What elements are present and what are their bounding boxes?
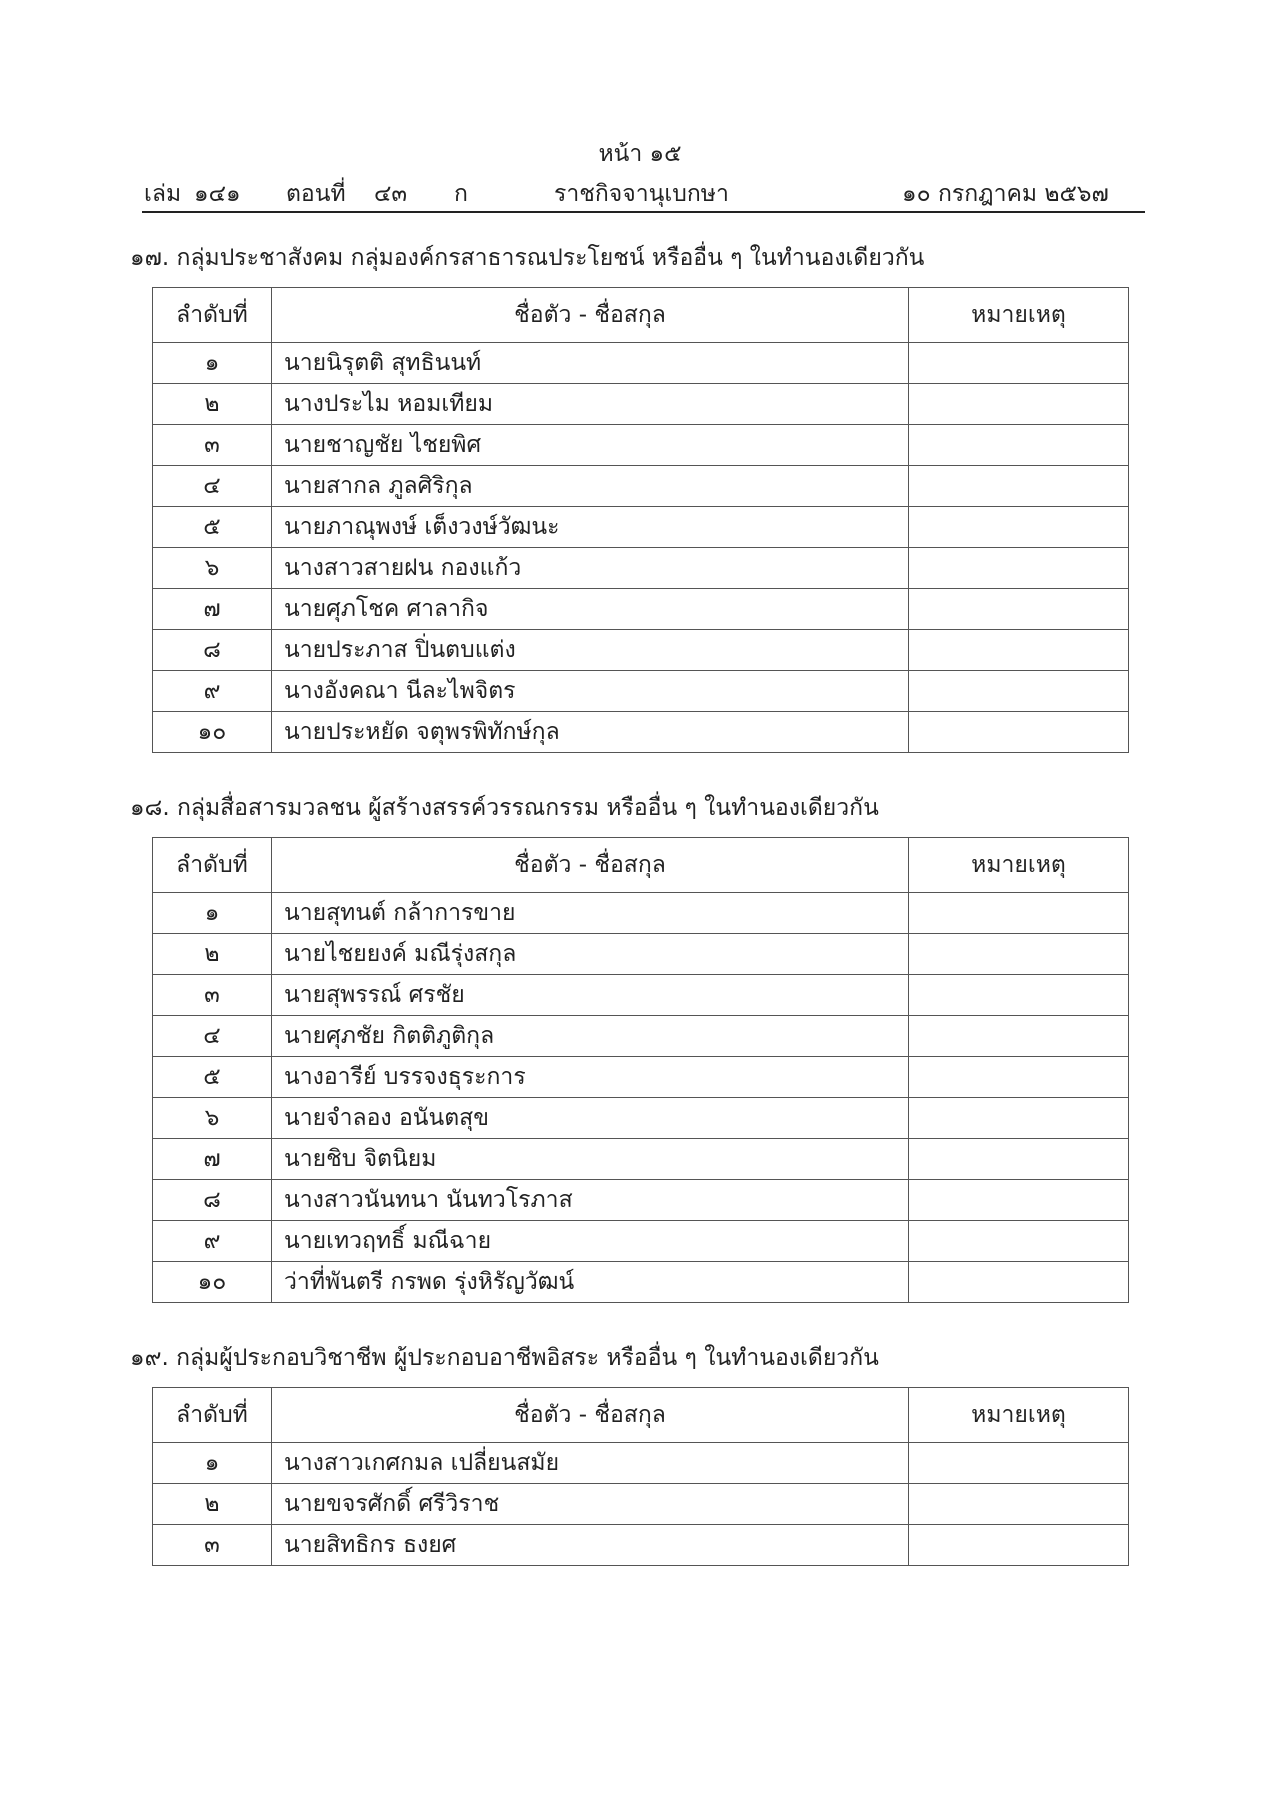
row-note [909,1057,1129,1098]
volume-label: เล่ม [144,181,182,207]
row-note [909,507,1129,548]
row-name: นายประหยัด จตุพรพิทักษ์กุล [272,712,909,753]
row-number: ๒ [153,934,272,975]
row-note [909,384,1129,425]
publication-date: ๑๐ กรกฎาคม ๒๕๖๗ [902,181,1109,207]
issue-type: ก [454,181,468,207]
row-number: ๕ [153,1057,272,1098]
row-number: ๙ [153,1221,272,1262]
row-name: นายสุทนต์ กล้าการขาย [272,893,909,934]
row-number: ๕ [153,507,272,548]
names-table [152,1387,1129,1566]
table-row [153,1484,1129,1525]
row-name: ว่าที่พันตรี กรพด รุ่งหิรัญวัฒน์ [272,1262,909,1303]
section-title: ๑๘. กลุ่มสื่อสารมวลชน ผู้สร้างสรรค์วรรณกรรม หรืออื่น ๆ ในทำนองเดียวกัน [130,795,879,821]
row-note [909,1098,1129,1139]
table-row [153,1139,1129,1180]
row-note [909,548,1129,589]
row-name: นางสาวเกศกมล เปลี่ยนสมัย [272,1443,909,1484]
row-number: ๘ [153,630,272,671]
table-row [153,1057,1129,1098]
row-note [909,343,1129,384]
row-name: นายขจรศักดิ์ ศรีวิราช [272,1484,909,1525]
row-note [909,712,1129,753]
table-row [153,548,1129,589]
row-number: ๒ [153,1484,272,1525]
table-header-row [153,288,1129,343]
row-note [909,1016,1129,1057]
row-name: นายนิรุตติ สุทธินนท์ [272,343,909,384]
table-row [153,589,1129,630]
row-note [909,1180,1129,1221]
row-number: ๑๐ [153,712,272,753]
row-note [909,975,1129,1016]
row-note [909,425,1129,466]
table-row [153,893,1129,934]
row-number: ๗ [153,1139,272,1180]
row-number: ๑ [153,893,272,934]
row-name: นางอังคณา นีละไพจิตร [272,671,909,712]
row-number: ๔ [153,1016,272,1057]
row-name: นางสาวสายฝน กองแก้ว [272,548,909,589]
table-row [153,934,1129,975]
column-header-note: หมายเหตุ [909,1388,1129,1443]
table-row [153,671,1129,712]
names-table [152,287,1129,753]
row-name: นายชาญชัย ไชยพิศ [272,425,909,466]
row-note [909,1525,1129,1566]
row-name: นายไชยยงค์ มณีรุ่งสกุล [272,934,909,975]
column-header-no: ลำดับที่ [153,1388,272,1443]
table-row [153,1098,1129,1139]
row-note [909,893,1129,934]
table-row [153,1262,1129,1303]
gazette-header [144,172,1144,212]
column-header-no: ลำดับที่ [153,838,272,893]
row-note [909,466,1129,507]
row-number: ๙ [153,671,272,712]
row-note [909,630,1129,671]
row-number: ๓ [153,1525,272,1566]
table-row [153,1180,1129,1221]
row-number: ๑ [153,1443,272,1484]
row-note [909,1484,1129,1525]
table-row [153,425,1129,466]
row-note [909,1221,1129,1262]
row-note [909,589,1129,630]
row-name: นายเทวฤทธิ์ มณีฉาย [272,1221,909,1262]
table-row [153,466,1129,507]
row-number: ๒ [153,384,272,425]
row-note [909,1262,1129,1303]
table-row [153,630,1129,671]
table-row [153,384,1129,425]
row-name: นายศุภชัย กิตติภูติกุล [272,1016,909,1057]
row-number: ๓ [153,425,272,466]
section-title: ๑๗. กลุ่มประชาสังคม กลุ่มองค์กรสาธารณประโยชน์ หรืออื่น ๆ ในทำนองเดียวกัน [130,245,925,271]
row-name: นายประภาส ปิ่นตบแต่ง [272,630,909,671]
volume-number: ๑๔๑ [194,181,241,207]
row-note [909,1443,1129,1484]
column-header-name: ชื่อตัว - ชื่อสกุล [272,288,909,343]
table-row [153,1016,1129,1057]
table-row [153,1525,1129,1566]
row-name: นางอารีย์ บรรจงธุระการ [272,1057,909,1098]
row-name: นางสาวนันทนา นันทวโรภาส [272,1180,909,1221]
row-name: นายสิทธิกร ธงยศ [272,1525,909,1566]
row-number: ๘ [153,1180,272,1221]
column-header-name: ชื่อตัว - ชื่อสกุล [272,838,909,893]
row-note [909,934,1129,975]
row-name: นางประไม หอมเทียม [272,384,909,425]
row-number: ๑ [153,343,272,384]
row-name: นายสากล ภูลศิริกุล [272,466,909,507]
table-header-row [153,1388,1129,1443]
table-row [153,507,1129,548]
column-header-note: หมายเหตุ [909,288,1129,343]
table-row [153,1443,1129,1484]
gazette-name: ราชกิจจานุเบกษา [554,181,729,207]
header-rule [142,211,1145,213]
row-name: นายสุพรรณ์ ศรชัย [272,975,909,1016]
row-number: ๓ [153,975,272,1016]
table-row [153,1221,1129,1262]
row-name: นายจำลอง อนันตสุข [272,1098,909,1139]
column-header-note: หมายเหตุ [909,838,1129,893]
row-number: ๑๐ [153,1262,272,1303]
table-row [153,343,1129,384]
row-number: ๔ [153,466,272,507]
row-note [909,1139,1129,1180]
row-name: นายศุภโชค ศาลากิจ [272,589,909,630]
issue-label: ตอนที่ [286,181,346,207]
row-name: นายชิบ จิตนิยม [272,1139,909,1180]
table-row [153,975,1129,1016]
row-name: นายภาณุพงษ์ เต็งวงษ์วัฒนะ [272,507,909,548]
names-table [152,837,1129,1303]
column-header-name: ชื่อตัว - ชื่อสกุล [272,1388,909,1443]
row-number: ๖ [153,1098,272,1139]
issue-number: ๔๓ [374,181,408,207]
page-number: หน้า ๑๕ [598,141,682,167]
row-number: ๗ [153,589,272,630]
row-number: ๖ [153,548,272,589]
table-row [153,712,1129,753]
row-note [909,671,1129,712]
column-header-no: ลำดับที่ [153,288,272,343]
table-header-row [153,838,1129,893]
section-title: ๑๙. กลุ่มผู้ประกอบวิชาชีพ ผู้ประกอบอาชีพอิสระ หรืออื่น ๆ ในทำนองเดียวกัน [130,1345,879,1371]
